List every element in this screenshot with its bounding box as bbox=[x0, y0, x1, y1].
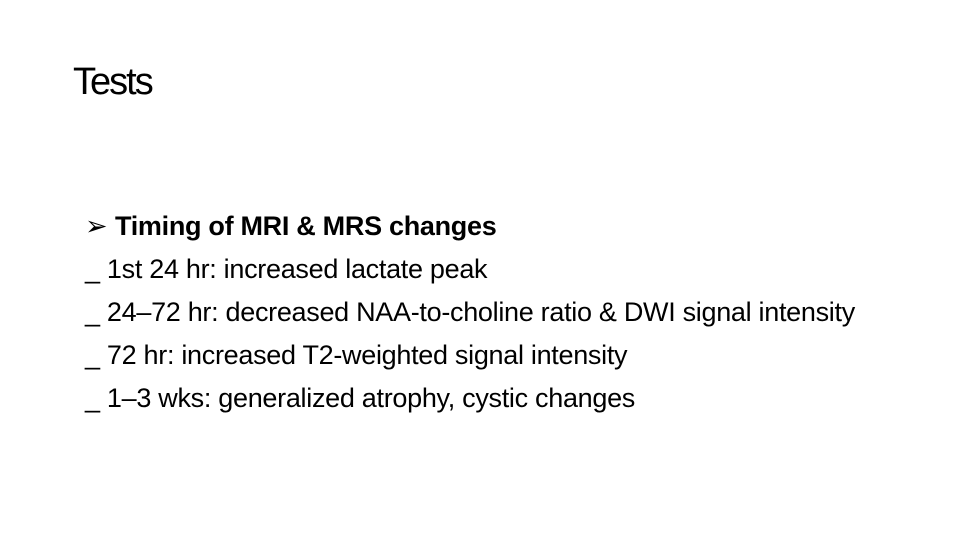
slide-title: Tests bbox=[73, 61, 152, 103]
arrowhead-bullet-icon: ➢ bbox=[85, 211, 108, 241]
bullet-heading bbox=[73, 205, 933, 248]
slide-body bbox=[73, 205, 933, 420]
bullet-heading-text: Timing of MRI & MRS changes bbox=[115, 211, 497, 241]
list-item: _ 1–3 wks: generalized atrophy, cystic changes bbox=[85, 383, 636, 413]
list-item: _ 24–72 hr: decreased NAA-to-choline ratio & DWI signal intensity bbox=[85, 297, 855, 327]
list-item: _ 1st 24 hr: increased lactate peak bbox=[85, 254, 488, 284]
list-item: _ 72 hr: increased T2-weighted signal intensity bbox=[85, 340, 628, 370]
